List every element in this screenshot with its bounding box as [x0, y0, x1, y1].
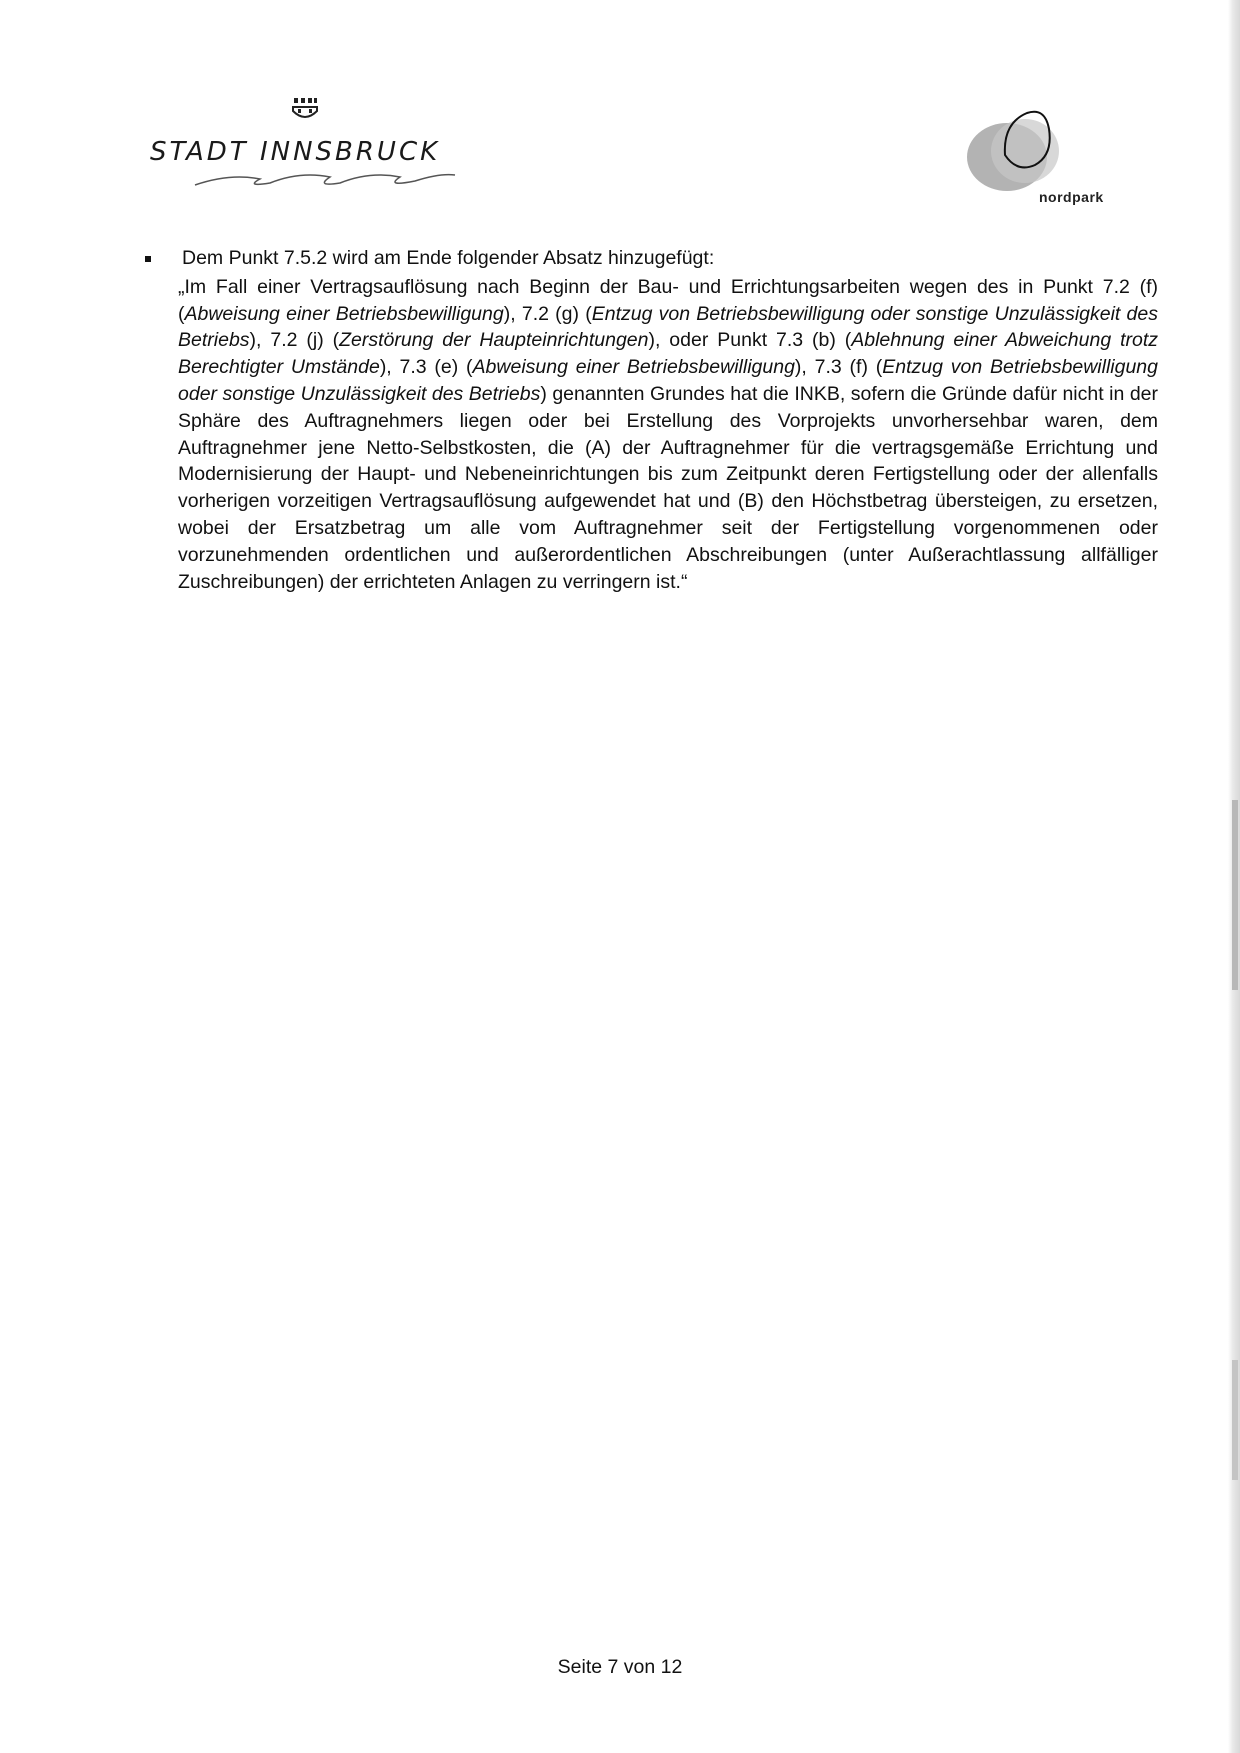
city-name: STADT INNSBRUCK — [150, 137, 441, 167]
text-segment: ), oder Punkt 7.3 (b) ( — [648, 329, 852, 352]
text-segment: ), 7.3 (e) ( — [379, 356, 473, 379]
italic-segment: Ablehnung einer Abweichung trotz Berechtigter Umstände — [178, 329, 1159, 379]
text-segment: „Im Fall einer Vertragsauflösung nach Beginn der Bau- und Errichtungsarbeiten wegen des in Punkt 7.2 (f) ( — [178, 275, 1158, 325]
nordpark-logo-icon — [965, 105, 1075, 200]
scan-shadow — [1232, 800, 1238, 990]
scan-edge — [1228, 0, 1240, 1753]
italic-segment: Entzug von Betriebsbewilligung oder sonstige Unzulässigkeit des Betriebs — [178, 356, 1158, 405]
brand-logo — [965, 105, 1125, 205]
italic-segment: Zerstörung der Haupteinrichtungen — [339, 329, 649, 352]
amendment-paragraph — [178, 274, 1158, 596]
brand-name: nordpark — [1039, 189, 1104, 205]
page-number: Seite 7 von 12 — [557, 1656, 683, 1678]
text-segment: ), 7.2 (j) ( — [249, 329, 340, 352]
document-body — [178, 245, 1158, 595]
bullet-marker — [145, 256, 151, 262]
italic-segment: Abweisung einer Betriebsbewilligung — [184, 302, 504, 325]
text-segment: ) genannten Grundes hat die INKB, sofern die Gründe dafür nicht in der Sphäre des Auftragnehmers liegen oder bei Erstellung des Vorprojekts unvorhersehbar waren, dem Auftragnehmer jene Netto-Selbstkosten, die (A) der Auftragnehmer für die vertragsgemäße Errichtung und Modernisierung der Haupt- und Nebeneinrichtungen bis zum Zeitpunkt deren Fertigstellung oder der allenfalls vorherigen vorzeitigen Vertragsauflösung aufgewendet hat und (B) den Höchstbetrag übersteigen, zu ersetzen, wobei der Ersatzbetrag um alle vom Auftragnehmer seit der Fertigstellung vorgenommenen oder vorzunehmenden ordentlichen und außerordentlichen Abschreibungen (unter Außerachtlassung allfälliger Zuschreibungen) der errichteten Anlagen zu verringern ist.“ — [178, 382, 1158, 593]
italic-segment: Entzug von Betriebsbewilligung oder sonstige Unzulässigkeit des Betriebs — [178, 302, 1158, 352]
city-logo — [150, 95, 470, 205]
swoosh-icon — [190, 167, 460, 191]
scan-shadow — [1232, 1360, 1238, 1480]
text-segment: ), 7.2 (g) ( — [503, 302, 592, 325]
crest-icon — [290, 95, 320, 123]
bullet-intro: Dem Punkt 7.5.2 wird am Ende folgender Absatz hinzugefügt: — [182, 247, 715, 269]
text-segment: ), 7.3 (f) ( — [794, 356, 883, 379]
italic-segment: Abweisung einer Betriebsbewilligung — [472, 356, 795, 379]
